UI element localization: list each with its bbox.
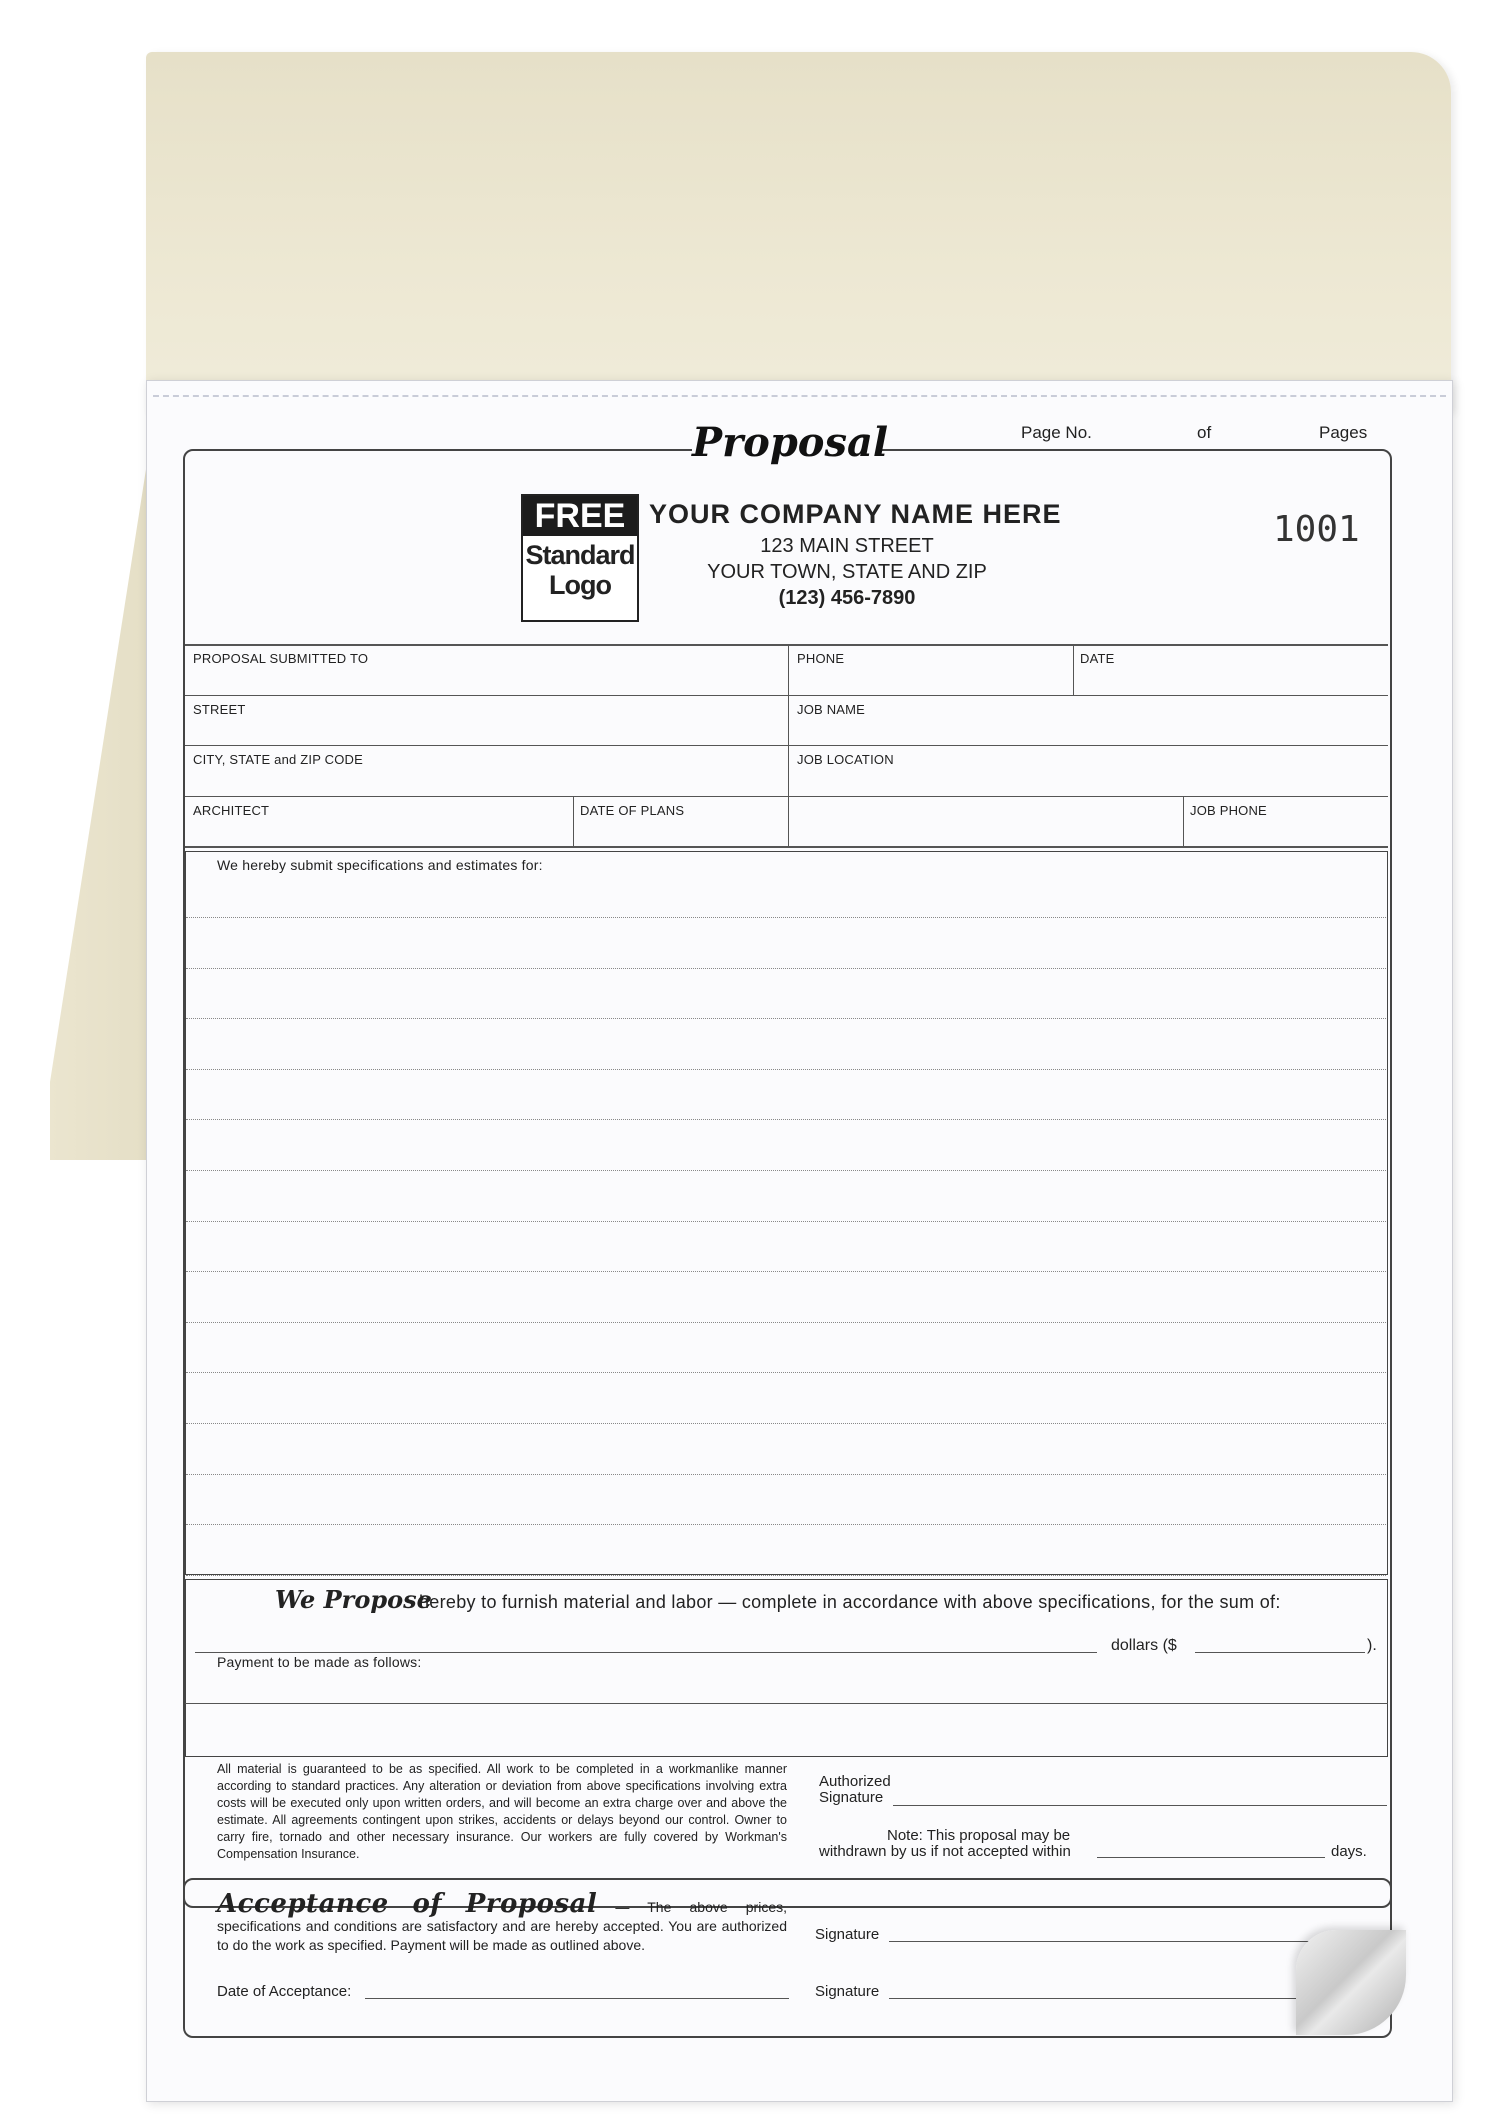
spec-rule-line bbox=[186, 1119, 1386, 1120]
page-of-label: of bbox=[1193, 423, 1215, 443]
payment-line[interactable] bbox=[185, 1703, 1388, 1704]
dollars-label: dollars ($ bbox=[1111, 1637, 1177, 1654]
date-field[interactable]: DATE bbox=[1080, 651, 1115, 666]
phone-field[interactable]: PHONE bbox=[797, 651, 845, 666]
canary-sheet-fold bbox=[50, 380, 160, 1160]
acceptance-text: — The above prices, specifications and conditions are satisfactory and are hereby accepted. You are authorized to do the work as specified. Payment will be made as outlined above. bbox=[217, 1899, 788, 1953]
logo-line-2: Logo bbox=[549, 570, 611, 600]
job-name-field[interactable]: JOB NAME bbox=[797, 702, 866, 717]
date-of-acceptance-label: Date of Acceptance: bbox=[217, 1983, 352, 2000]
acceptance-block bbox=[217, 1889, 788, 1955]
company-phone: (123) 456-7890 bbox=[778, 587, 916, 609]
date-of-plans-field[interactable]: DATE OF PLANS bbox=[580, 803, 685, 818]
days-line[interactable] bbox=[1097, 1857, 1325, 1858]
spec-rule-line bbox=[186, 1474, 1386, 1475]
company-name: YOUR COMPANY NAME HERE bbox=[649, 499, 1062, 529]
sum-words-line[interactable] bbox=[195, 1652, 1097, 1653]
spec-rule-line bbox=[186, 1271, 1386, 1272]
street-field[interactable]: STREET bbox=[193, 702, 246, 717]
signature-line-1[interactable] bbox=[889, 1941, 1379, 1942]
spec-rule-line bbox=[186, 1372, 1386, 1373]
proposal-form-sheet bbox=[146, 380, 1453, 2102]
note-line-2: withdrawn by us if not accepted within bbox=[819, 1843, 1071, 1860]
spec-rule-line bbox=[186, 1018, 1386, 1019]
proposal-submitted-to-field[interactable]: PROPOSAL SUBMITTED TO bbox=[193, 651, 369, 666]
spec-rule-line bbox=[186, 968, 1386, 969]
grid-divider bbox=[573, 796, 574, 847]
spec-rule-line bbox=[186, 917, 1386, 918]
guarantee-text: All material is guaranteed to be as specified. All work to be completed in a workmanlike manner according to standard practices. Any alteration or deviation from above specifications involving extra costs will be executed only upon written orders, and will become an extra charge over and above the estimate. All agreements contingent upon strikes, accidents or delays beyond our control. Owner to carry fire, tornado and other necessary insurance. Our workers are fully covered by Workman's Compensation Insurance. bbox=[217, 1762, 787, 1861]
architect-field[interactable]: ARCHITECT bbox=[193, 803, 270, 818]
spec-rule-line bbox=[186, 1221, 1386, 1222]
page-no-label: Page No. bbox=[1017, 423, 1096, 443]
date-of-acceptance-line[interactable] bbox=[365, 1998, 789, 1999]
grid-divider bbox=[1073, 644, 1074, 696]
payment-terms-label: Payment to be made as follows: bbox=[217, 1654, 422, 1670]
we-propose-heading: We Propose bbox=[275, 1585, 432, 1614]
city-state-zip-field[interactable]: CITY, STATE and ZIP CODE bbox=[193, 752, 363, 767]
specifications-area[interactable] bbox=[185, 851, 1388, 1575]
logo-line-1: Standard bbox=[525, 540, 635, 570]
authorized-label-2: Signature bbox=[819, 1789, 884, 1806]
spec-rule-line bbox=[186, 1423, 1386, 1424]
authorized-signature-line[interactable] bbox=[893, 1805, 1387, 1806]
logo-placeholder bbox=[521, 494, 639, 622]
grid-line bbox=[185, 796, 1388, 797]
job-location-field[interactable]: JOB LOCATION bbox=[797, 752, 894, 767]
company-town: YOUR TOWN, STATE AND ZIP bbox=[707, 561, 987, 583]
dollars-close: ). bbox=[1367, 1637, 1377, 1654]
spec-rule-line bbox=[186, 1575, 1386, 1576]
perforation-line bbox=[153, 395, 1446, 397]
grid-line bbox=[185, 644, 1388, 646]
sum-amount-line[interactable] bbox=[1195, 1652, 1365, 1653]
acceptance-heading: Acceptance of Proposal bbox=[217, 1889, 598, 1919]
days-label: days. bbox=[1331, 1843, 1367, 1860]
specifications-intro: We hereby submit specifications and estimates for: bbox=[217, 857, 543, 873]
spec-rule-line bbox=[186, 1524, 1386, 1525]
job-phone-field[interactable]: JOB PHONE bbox=[1190, 803, 1267, 818]
note-line-1: Note: This proposal may be bbox=[887, 1827, 1071, 1844]
form-number: 1001 bbox=[1273, 509, 1360, 550]
spec-rule-line bbox=[186, 1170, 1386, 1171]
grid-line bbox=[185, 695, 1388, 696]
spec-rule-line bbox=[186, 1069, 1386, 1070]
pages-label: Pages bbox=[1315, 423, 1371, 443]
company-street: 123 MAIN STREET bbox=[760, 535, 934, 557]
signature-label-2: Signature bbox=[815, 1983, 880, 2000]
grid-divider bbox=[788, 644, 789, 847]
spec-rule-line bbox=[186, 1322, 1386, 1323]
signature-label-1: Signature bbox=[815, 1926, 880, 1943]
grid-line bbox=[185, 846, 1388, 848]
authorized-label-1: Authorized bbox=[819, 1773, 891, 1790]
logo-free-badge: FREE bbox=[523, 496, 637, 536]
propose-text: hereby to furnish material and labor — complete in accordance with above specifications, for the sum of: bbox=[419, 1592, 1281, 1612]
grid-line bbox=[185, 745, 1388, 746]
grid-divider bbox=[1183, 796, 1184, 847]
canary-copy-sheet bbox=[146, 52, 1451, 412]
form-title: Proposal bbox=[692, 419, 889, 466]
